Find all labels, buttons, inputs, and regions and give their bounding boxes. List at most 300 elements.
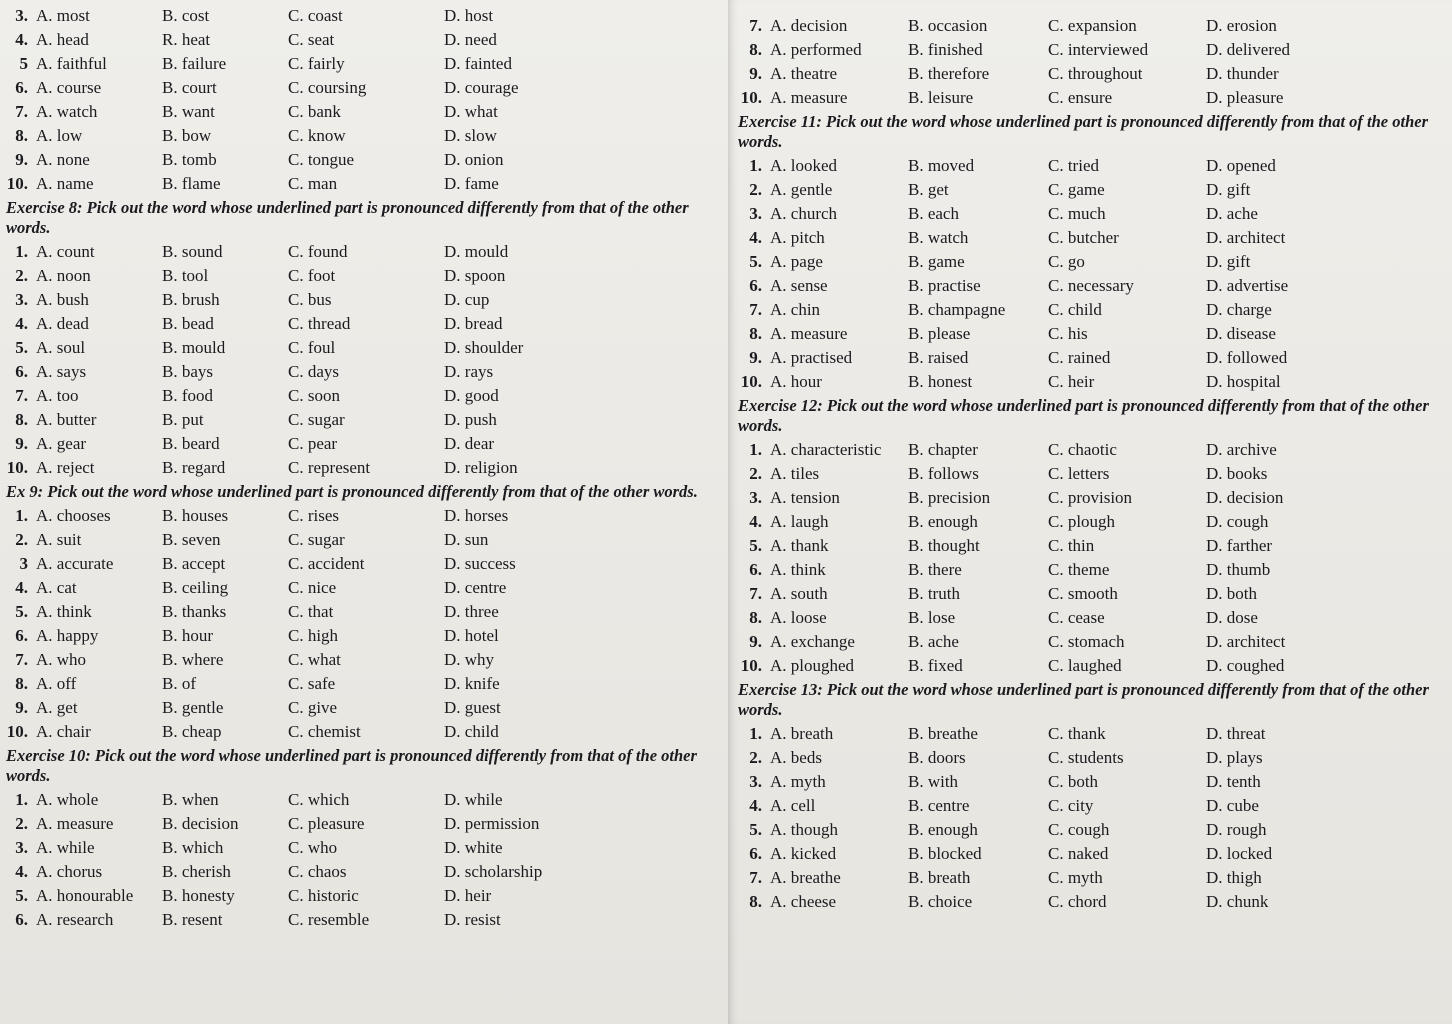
exercise-10-heading: Exercise 10: Pick out the word whose underlined part is pronounced differently from that of the other words.	[6, 746, 697, 785]
question-number: 1.	[15, 506, 28, 525]
question-row	[738, 250, 1446, 274]
question-row	[738, 438, 1446, 462]
option-d: D. farther	[1206, 536, 1273, 555]
question-number: 3.	[749, 204, 762, 223]
option-d: D. heir	[444, 886, 492, 905]
option-a: A. page	[770, 252, 823, 271]
question-number: 7.	[15, 386, 28, 405]
option-c: C. coast	[288, 6, 343, 25]
option-b: B. want	[162, 102, 215, 121]
option-c: C. foul	[288, 338, 336, 357]
question-number: 9.	[15, 150, 28, 169]
question-row	[738, 86, 1446, 110]
question-row	[738, 654, 1446, 678]
question-number: 7.	[15, 102, 28, 121]
option-d: D. ache	[1206, 204, 1258, 223]
option-b: R. heat	[162, 30, 211, 49]
option-c: C. sugar	[288, 410, 345, 429]
option-d: D. good	[444, 386, 499, 405]
question-number: 7.	[749, 868, 762, 887]
question-number: 4.	[749, 228, 762, 247]
option-b: B. seven	[162, 530, 221, 549]
question-number: 8.	[749, 892, 762, 911]
option-b: B. houses	[162, 506, 229, 525]
option-b: B. occasion	[908, 16, 988, 35]
option-b: B. food	[162, 386, 213, 405]
option-c: C. which	[288, 790, 350, 809]
option-d: D. what	[444, 102, 498, 121]
option-d: D. dose	[1206, 608, 1258, 627]
question-number: 3.	[749, 488, 762, 507]
question-row	[6, 884, 722, 908]
option-d: D. push	[444, 410, 497, 429]
option-d: D. coughed	[1206, 656, 1285, 675]
option-c: C. expansion	[1048, 16, 1137, 35]
option-a: A. most	[36, 6, 90, 25]
question-row	[6, 100, 722, 124]
option-c: C. foot	[288, 266, 336, 285]
option-a: A. tension	[770, 488, 840, 507]
option-b: B. tool	[162, 266, 209, 285]
option-b: B. failure	[162, 54, 227, 73]
question-number: 7.	[749, 16, 762, 35]
question-number: 6.	[749, 844, 762, 863]
question-number: 3.	[15, 290, 28, 309]
question-number: 1.	[749, 724, 762, 743]
option-d: D. plays	[1206, 748, 1263, 767]
question-row	[738, 322, 1446, 346]
option-b: B. leisure	[908, 88, 974, 107]
option-c: C. what	[288, 650, 341, 669]
option-c: C. bank	[288, 102, 341, 121]
option-a: A. practised	[770, 348, 853, 367]
question-number: 10.	[6, 458, 28, 477]
option-d: D. white	[444, 838, 503, 857]
option-a: A. off	[36, 674, 77, 693]
question-row	[738, 226, 1446, 250]
option-c: C. cough	[1048, 820, 1110, 839]
option-b: B. doors	[908, 748, 966, 767]
question-number: 5.	[15, 602, 28, 621]
question-row	[6, 576, 722, 600]
option-b: B. where	[162, 650, 224, 669]
option-c: C. days	[288, 362, 339, 381]
option-d: D. thunder	[1206, 64, 1279, 83]
question-number: 7.	[749, 300, 762, 319]
option-a: A. honourable	[36, 886, 134, 905]
option-b: B. resent	[162, 910, 223, 929]
option-d: D. horses	[444, 506, 509, 525]
option-d: D. hotel	[444, 626, 499, 645]
option-d: D. cup	[444, 290, 490, 309]
option-c: C. soon	[288, 386, 340, 405]
question-row	[738, 534, 1446, 558]
option-b: B. truth	[908, 584, 960, 603]
option-d: D. three	[444, 602, 499, 621]
option-a: A. tiles	[770, 464, 820, 483]
question-number: 10.	[6, 722, 28, 741]
option-a: A. chorus	[36, 862, 103, 881]
option-a: A. loose	[770, 608, 827, 627]
option-d: D. books	[1206, 464, 1268, 483]
option-a: A. gear	[36, 434, 87, 453]
question-row	[6, 860, 722, 884]
option-a: A. noon	[36, 266, 91, 285]
question-row	[6, 788, 722, 812]
option-c: C. resemble	[288, 910, 370, 929]
option-a: A. south	[770, 584, 828, 603]
option-d: D. architect	[1206, 228, 1286, 247]
question-row	[738, 510, 1446, 534]
option-a: A. laugh	[770, 512, 829, 531]
option-a: A. none	[36, 150, 90, 169]
option-b: B. lose	[908, 608, 956, 627]
option-b: B. ache	[908, 632, 959, 651]
option-d: D. success	[444, 554, 516, 573]
option-d: D. bread	[444, 314, 503, 333]
question-number: 9.	[749, 632, 762, 651]
option-b: B. regard	[162, 458, 226, 477]
question-row	[6, 148, 722, 172]
option-c: C. ensure	[1048, 88, 1113, 107]
question-number: 5.	[749, 252, 762, 271]
option-d: D. charge	[1206, 300, 1272, 319]
option-b: B. enough	[908, 820, 978, 839]
exercise-13-list	[738, 722, 1446, 914]
option-c: C. city	[1048, 796, 1094, 815]
option-d: D. shoulder	[444, 338, 524, 357]
option-c: C. pear	[288, 434, 338, 453]
question-number: 4.	[15, 862, 28, 881]
option-c: C. rained	[1048, 348, 1111, 367]
option-b: B. decision	[162, 814, 239, 833]
question-row	[6, 908, 722, 932]
option-a: A. measure	[36, 814, 114, 833]
option-b: B. please	[908, 324, 971, 343]
question-row	[6, 504, 722, 528]
option-b: B. precision	[908, 488, 991, 507]
option-c: C. plough	[1048, 512, 1116, 531]
option-c: C. laughed	[1048, 656, 1122, 675]
option-b: B. put	[162, 410, 204, 429]
option-b: B. finished	[908, 40, 983, 59]
question-number: 9.	[749, 64, 762, 83]
option-b: B. thanks	[162, 602, 227, 621]
exercise-13-heading: Exercise 13: Pick out the word whose underlined part is pronounced differently from that of the other words.	[738, 680, 1429, 719]
option-c: C. both	[1048, 772, 1099, 791]
question-row	[738, 866, 1446, 890]
option-c: C. give	[288, 698, 338, 717]
question-row	[6, 624, 722, 648]
question-row	[6, 600, 722, 624]
option-b: B. get	[908, 180, 949, 199]
option-c: C. man	[288, 174, 338, 193]
question-number: 2.	[15, 530, 28, 549]
question-number: 6.	[15, 78, 28, 97]
option-a: A. chair	[36, 722, 91, 741]
option-b: B. flame	[162, 174, 221, 193]
question-row	[6, 4, 722, 28]
question-number: 2.	[749, 748, 762, 767]
option-c: C. tongue	[288, 150, 355, 169]
exercise-11-heading: Exercise 11: Pick out the word whose underlined part is pronounced differently from that of the other words.	[738, 112, 1428, 151]
question-number: 6.	[749, 276, 762, 295]
option-d: D. cube	[1206, 796, 1259, 815]
question-row	[6, 812, 722, 836]
question-row	[6, 408, 722, 432]
question-number: 9.	[15, 698, 28, 717]
question-number: 3.	[15, 6, 28, 25]
option-c: C. provision	[1048, 488, 1133, 507]
question-row	[6, 360, 722, 384]
option-a: A. head	[36, 30, 89, 49]
question-row	[738, 14, 1446, 38]
option-c: C. historic	[288, 886, 359, 905]
option-a: A. get	[36, 698, 78, 717]
option-b: B. ceiling	[162, 578, 229, 597]
question-number: 8.	[15, 674, 28, 693]
option-d: D. while	[444, 790, 503, 809]
option-b: B. each	[908, 204, 959, 223]
question-number: 7.	[15, 650, 28, 669]
option-c: C. interviewed	[1048, 40, 1149, 59]
option-a: A. butter	[36, 410, 97, 429]
option-d: D. gift	[1206, 252, 1251, 271]
option-d: D. permission	[444, 814, 540, 833]
option-a: A. thank	[770, 536, 829, 555]
question-row	[738, 818, 1446, 842]
option-b: B. court	[162, 78, 217, 97]
option-c: C. chemist	[288, 722, 361, 741]
option-d: D. rays	[444, 362, 494, 381]
option-a: A. chooses	[36, 506, 111, 525]
question-row	[6, 52, 722, 76]
option-a: A. looked	[770, 156, 838, 175]
option-c: C. letters	[1048, 464, 1110, 483]
exercise-9-heading: Ex 9: Pick out the word whose underlined part is pronounced differently from that of the other words.	[6, 482, 698, 501]
option-b: B. accept	[162, 554, 226, 573]
question-row	[738, 746, 1446, 770]
question-number: 9.	[749, 348, 762, 367]
question-row	[6, 648, 722, 672]
option-a: A. cheese	[770, 892, 837, 911]
option-b: B. enough	[908, 512, 978, 531]
option-a: A. theatre	[770, 64, 838, 83]
option-d: D. sun	[444, 530, 489, 549]
option-d: D. resist	[444, 910, 501, 929]
option-a: A. research	[36, 910, 114, 929]
question-row	[738, 370, 1446, 394]
option-c: C. rises	[288, 506, 339, 525]
question-number: 5.	[15, 886, 28, 905]
option-a: A. pitch	[770, 228, 825, 247]
exercise-10-list	[6, 788, 722, 932]
exercise-11-list	[738, 154, 1446, 394]
question-row	[6, 288, 722, 312]
question-number: 1.	[749, 440, 762, 459]
option-d: D. onion	[444, 150, 504, 169]
option-b: B. hour	[162, 626, 213, 645]
exercise-7-list	[6, 4, 722, 196]
question-row	[6, 172, 722, 196]
question-row	[738, 346, 1446, 370]
question-row	[738, 582, 1446, 606]
option-c: C. tried	[1048, 156, 1099, 175]
option-b: B. game	[908, 252, 965, 271]
option-d: D. decision	[1206, 488, 1284, 507]
option-d: D. hospital	[1206, 372, 1281, 391]
option-d: D. delivered	[1206, 40, 1291, 59]
option-c: C. cease	[1048, 608, 1105, 627]
option-b: B. chapter	[908, 440, 978, 459]
option-c: C. heir	[1048, 372, 1095, 391]
option-a: A. course	[36, 78, 102, 97]
option-a: A. low	[36, 126, 83, 145]
option-a: A. measure	[770, 88, 848, 107]
option-a: A. while	[36, 838, 95, 857]
question-row	[6, 552, 722, 576]
option-a: A. cat	[36, 578, 77, 597]
question-row	[6, 240, 722, 264]
option-a: A. characteristic	[770, 440, 882, 459]
option-d: D. architect	[1206, 632, 1286, 651]
option-b: B. honest	[908, 372, 973, 391]
exercise-8-heading: Exercise 8: Pick out the word whose underlined part is pronounced differently from that of the other words.	[6, 198, 689, 237]
option-a: A. chin	[770, 300, 821, 319]
option-b: B. moved	[908, 156, 975, 175]
question-row	[6, 28, 722, 52]
option-c: C. butcher	[1048, 228, 1119, 247]
option-d: D. fame	[444, 174, 499, 193]
question-row	[738, 202, 1446, 226]
option-a: A. think	[770, 560, 826, 579]
question-row	[738, 178, 1446, 202]
option-c: C. theme	[1048, 560, 1110, 579]
question-row	[6, 528, 722, 552]
option-a: A. decision	[770, 16, 848, 35]
option-c: C. stomach	[1048, 632, 1125, 651]
option-b: B. follows	[908, 464, 979, 483]
option-b: B. cost	[162, 6, 210, 25]
option-d: D. child	[444, 722, 499, 741]
option-d: D. courage	[444, 78, 519, 97]
option-d: D. chunk	[1206, 892, 1269, 911]
exercise-12-list	[738, 438, 1446, 678]
option-b: B. centre	[908, 796, 970, 815]
option-c: C. high	[288, 626, 339, 645]
option-a: A. soul	[36, 338, 86, 357]
option-d: D. scholarship	[444, 862, 543, 881]
question-row	[738, 298, 1446, 322]
question-number: 3.	[15, 838, 28, 857]
option-c: C. represent	[288, 458, 371, 477]
question-number: 5.	[749, 820, 762, 839]
question-number: 8.	[749, 324, 762, 343]
option-d: D. cough	[1206, 512, 1269, 531]
option-b: B. which	[162, 838, 224, 857]
option-c: C. who	[288, 838, 338, 857]
option-b: B. mould	[162, 338, 226, 357]
option-c: C. much	[1048, 204, 1106, 223]
option-c: C. fairly	[288, 54, 345, 73]
option-a: A. cell	[770, 796, 816, 815]
option-d: D. knife	[444, 674, 500, 693]
option-a: A. happy	[36, 626, 99, 645]
option-a: A. breathe	[770, 868, 841, 887]
option-a: A. reject	[36, 458, 95, 477]
question-row	[6, 836, 722, 860]
option-a: A. too	[36, 386, 79, 405]
option-b: B. breathe	[908, 724, 978, 743]
option-b: B. blocked	[908, 844, 982, 863]
question-row	[6, 384, 722, 408]
question-row	[738, 558, 1446, 582]
question-row	[6, 696, 722, 720]
option-c: C. nice	[288, 578, 337, 597]
question-number: 6.	[15, 362, 28, 381]
option-d: D. spoon	[444, 266, 506, 285]
option-a: A. myth	[770, 772, 826, 791]
question-number: 5.	[15, 338, 28, 357]
question-number: 2.	[15, 266, 28, 285]
option-c: C. naked	[1048, 844, 1109, 863]
question-number: 8.	[749, 40, 762, 59]
question-number: 10.	[740, 656, 762, 675]
option-b: B. cherish	[162, 862, 231, 881]
option-d: D. threat	[1206, 724, 1266, 743]
option-c: C. safe	[288, 674, 336, 693]
option-c: C. necessary	[1048, 276, 1134, 295]
option-c: C. know	[288, 126, 346, 145]
option-b: B. watch	[908, 228, 969, 247]
option-a: A. accurate	[36, 554, 114, 573]
question-row	[6, 264, 722, 288]
exercise-8-list	[6, 240, 722, 480]
question-number: 1.	[15, 242, 28, 261]
option-b: B. bow	[162, 126, 212, 145]
exercise-12-heading: Exercise 12: Pick out the word whose underlined part is pronounced differently from that of the other words.	[738, 396, 1429, 435]
question-number: 3.	[749, 772, 762, 791]
question-number: 6.	[15, 910, 28, 929]
option-d: D. religion	[444, 458, 518, 477]
option-b: B. brush	[162, 290, 220, 309]
question-number: 4.	[15, 578, 28, 597]
option-c: C. pleasure	[288, 814, 365, 833]
option-d: D. rough	[1206, 820, 1267, 839]
option-b: B. bead	[162, 314, 214, 333]
question-row	[738, 722, 1446, 746]
option-d: D. locked	[1206, 844, 1273, 863]
option-c: C. thank	[1048, 724, 1106, 743]
option-b: B. honesty	[162, 886, 235, 905]
option-a: A. church	[770, 204, 838, 223]
question-row	[6, 432, 722, 456]
option-b: B. beard	[162, 434, 220, 453]
option-a: A. beds	[770, 748, 822, 767]
question-row	[6, 76, 722, 100]
question-row	[738, 274, 1446, 298]
option-c: C. chaotic	[1048, 440, 1117, 459]
option-d: D. slow	[444, 126, 497, 145]
option-c: C. chaos	[288, 862, 347, 881]
question-number: 5	[19, 54, 28, 73]
option-d: D. centre	[444, 578, 507, 597]
option-a: A. sense	[770, 276, 828, 295]
option-d: D. disease	[1206, 324, 1276, 343]
option-d: D. both	[1206, 584, 1257, 603]
option-d: D. host	[444, 6, 494, 25]
question-row	[738, 38, 1446, 62]
